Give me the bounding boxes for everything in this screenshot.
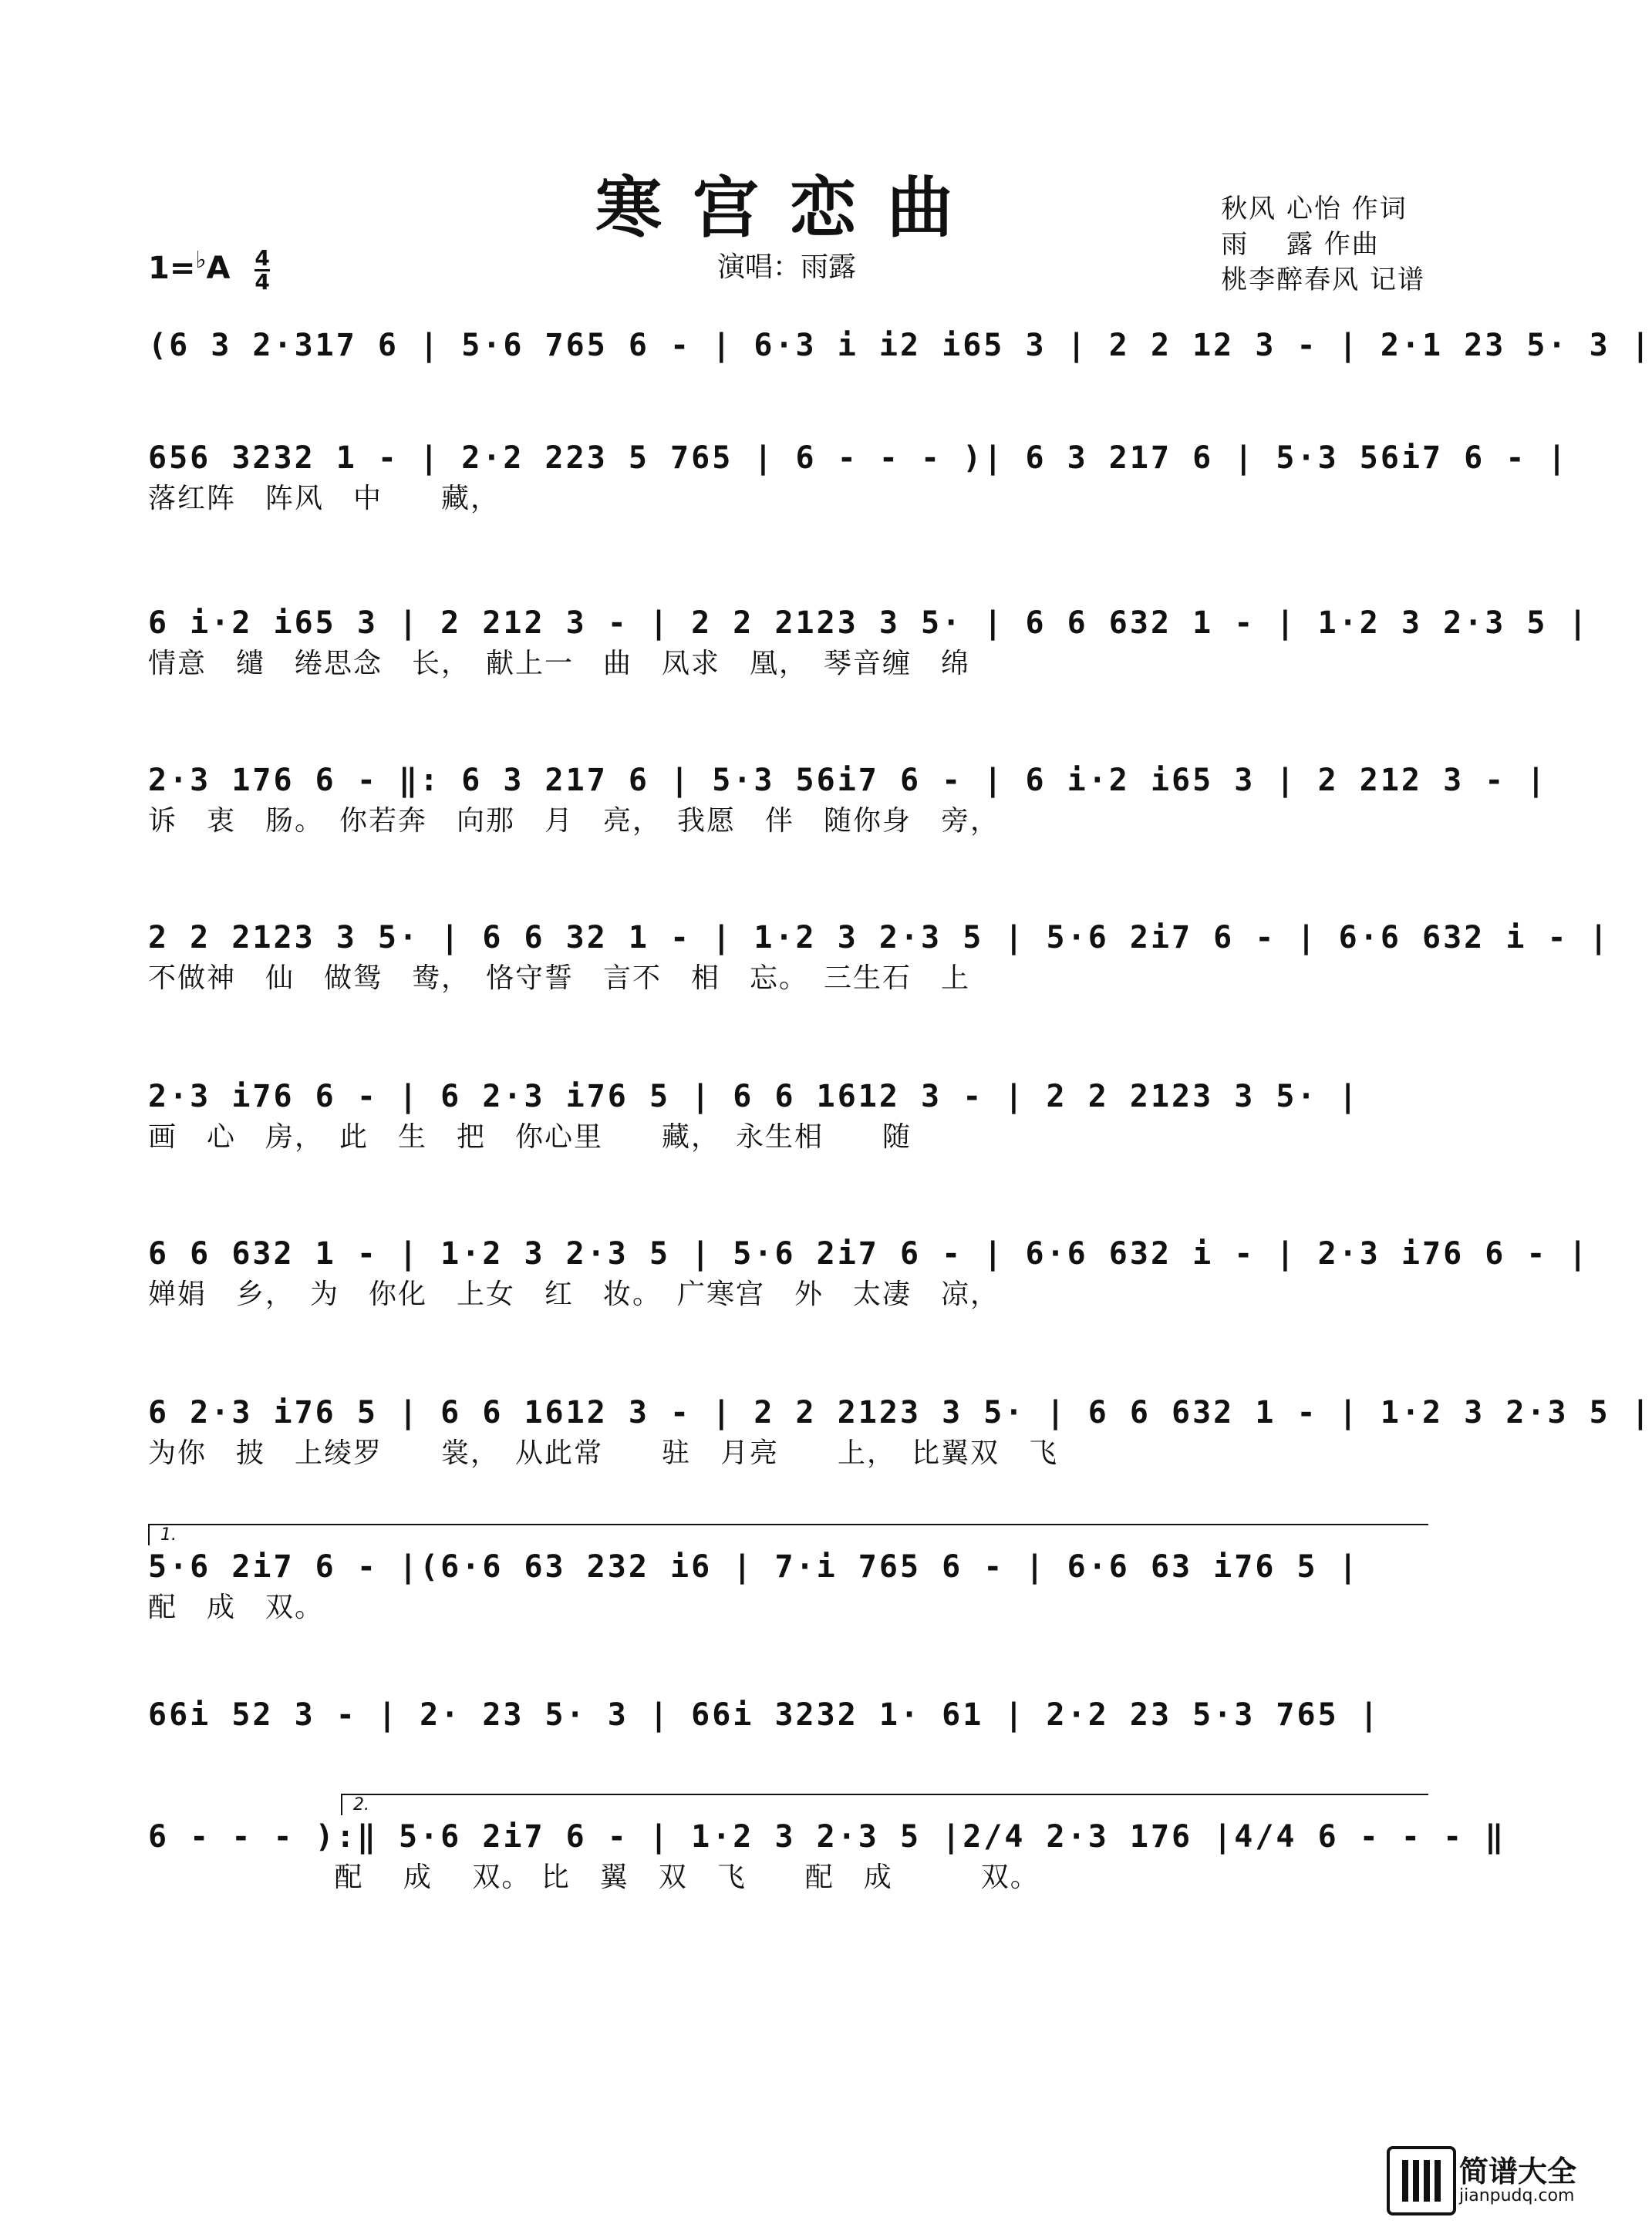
notation-line: 6 - - - ):‖ 5·6 2i7 6 - | 1·2 3 2·3 5 |2/4 2·3 176 |4/4 6 - - - ‖ (148, 1819, 1506, 1855)
watermark-brand: 简谱大全 (1459, 2155, 1577, 2189)
watermark-site: jianpudq.com (1459, 2186, 1575, 2205)
score-row-5 (148, 916, 1610, 998)
score-row-1 (148, 324, 1652, 406)
lyrics-line: 画 心 房， 此 生 把 你心里 藏， 永生相 随 (148, 1121, 912, 1153)
notation-line: 66i 52 3 - | 2· 23 5· 3 | 66i 3232 1· 61 | 2·2 23 5·3 765 | (148, 1697, 1381, 1733)
lyrics-line: 不做神 仙 做鸳 鸯， 恪守誓 言不 相 忘。 三生石 上 (148, 962, 971, 994)
time-signature: $\frac{4}{4}$ (255, 244, 270, 295)
notation-line: 5·6 2i7 6 - |(6·6 63 232 i6 | 7·i 765 6 - | 6·6 63 i76 5 | (148, 1549, 1360, 1585)
lyrics-line (148, 367, 1428, 406)
notation-line: 2 2 2123 3 5· | 6 6 32 1 - | 1·2 3 2·3 5 | 5·6 2i7 6 - | 6·6 632 i - | (148, 920, 1610, 955)
lyrics-line: 落红阵 阵风 中 藏， (148, 483, 501, 514)
score-row-2 (148, 436, 1569, 518)
singer-credit: 演唱：雨露 (717, 251, 857, 283)
score-row-11 (148, 1794, 1506, 1897)
notation-line: 6 i·2 i65 3 | 2 212 3 - | 2 2 2123 3 5· | 6 6 632 1 - | 1·2 3 2·3 5 | (148, 605, 1590, 641)
lyrics-line: 为你 披 上绫罗 裳， 从此常 驻 月亮 上， 比翼双 飞 (148, 1437, 1059, 1469)
page-title: 寒宫恋曲 (595, 169, 984, 247)
flat-sign: ♭ (195, 247, 207, 274)
first-ending-bracket: 1. (148, 1524, 1428, 1545)
score-row-3 (148, 601, 1590, 683)
key-signature: 1=♭A $\frac{4}{4}$ (148, 244, 270, 295)
lyricist-credit: 秋风 心怡 作词 (1221, 194, 1408, 224)
score-row-9 (148, 1524, 1428, 1627)
notation-line: 2·3 i76 6 - | 6 2·3 i76 5 | 6 6 1612 3 - | 2 2 2123 3 5· | (148, 1079, 1360, 1114)
credits (1221, 191, 1425, 298)
notation-line: 2·3 176 6 - ‖: 6 3 217 6 | 5·3 56i7 6 - | 6 i·2 i65 3 | 2 212 3 - | (148, 763, 1548, 798)
lyrics-line: 配 成 双。 (148, 1592, 325, 1623)
second-ending-bracket: 2. (341, 1794, 1428, 1815)
lyrics-line: 配 成 双。 比 翼 双 飞 配 成 双。 (148, 1862, 1040, 1893)
notation-line: 656 3232 1 - | 2·2 223 5 765 | 6 - - - )| 6 3 217 6 | 5·3 56i7 6 - | (148, 440, 1569, 476)
piano-keys-icon (1387, 2146, 1456, 2215)
notation-line: (6 3 2·317 6 | 5·6 765 6 - | 6·3 i i2 i65 3 | 2 2 12 3 - | 2·1 23 5· 3 | (148, 328, 1652, 363)
score-row-8 (148, 1391, 1652, 1473)
notation-line: 6 2·3 i76 5 | 6 6 1612 3 - | 2 2 2123 3 5· | 6 6 632 1 - | 1·2 3 2·3 5 | (148, 1395, 1652, 1430)
score-row-7 (148, 1232, 1590, 1314)
lyrics-line (148, 1737, 1428, 1775)
lyrics-line: 情意 缱 绻思念 长， 献上一 曲 凤求 凰， 琴音缠 绵 (148, 648, 971, 679)
lyrics-line: 诉 衷 肠。 你若奔 向那 月 亮， 我愿 伴 随你身 旁， (148, 805, 1000, 837)
score-row-6 (148, 1075, 1428, 1157)
notation-credit: 桃李醉春风 记谱 (1221, 265, 1425, 295)
notation-line: 6 6 632 1 - | 1·2 3 2·3 5 | 5·6 2i7 6 - | 6·6 632 i - | 2·3 i76 6 - | (148, 1236, 1590, 1272)
watermark-logo (1387, 2146, 1577, 2215)
score-row-10 (148, 1693, 1428, 1775)
composer-credit: 雨 露 作曲 (1221, 229, 1380, 260)
lyrics-line: 婵娟 乡， 为 你化 上女 红 妆。 广寒宫 外 太凄 凉， (148, 1279, 1000, 1310)
score-row-4 (148, 759, 1548, 841)
